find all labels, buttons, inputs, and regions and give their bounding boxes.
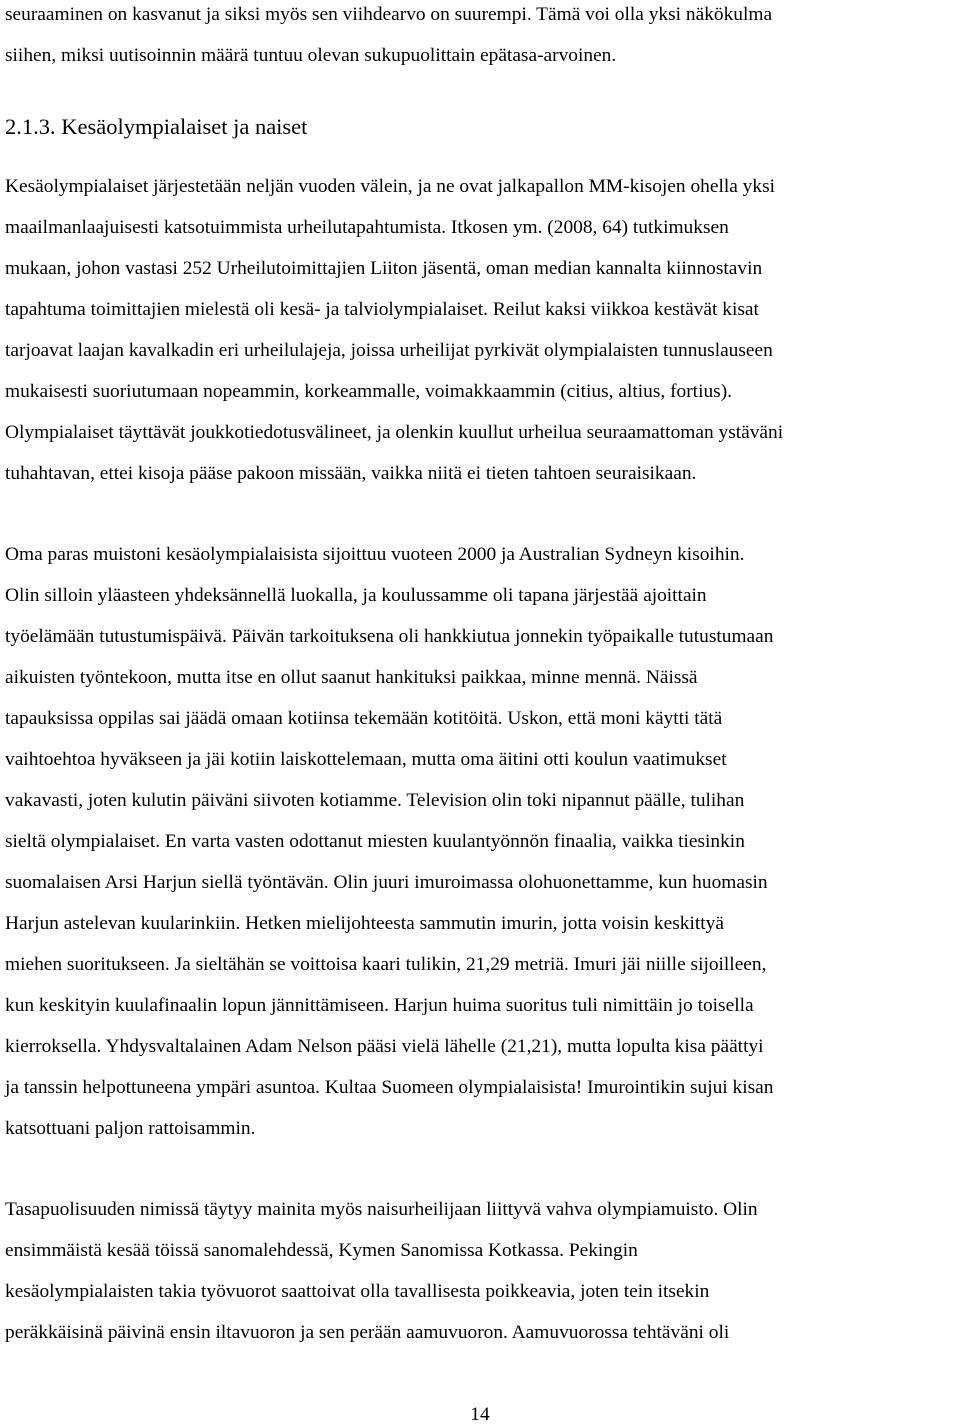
text-line: mukaisesti suoriutumaan nopeammin, korkeammalle, voimakkaammin (citius, altius, fortius). [5, 381, 732, 402]
text-line: vaihtoehtoa hyväkseen ja jäi kotiin laiskottelemaan, mutta oma äitini otti koulun vaatimukset [5, 749, 727, 770]
text-line: työelämään tutustumispäivä. Päivän tarkoituksena oli hankkiutua jonnekin työpaikalle tutustumaan [5, 626, 774, 647]
text-line: kesäolympialaisten takia työvuorot saattoivat olla tavallisesta poikkeavia, joten tein itsekin [5, 1281, 710, 1302]
text-line: tarjoavat laajan kavalkadin eri urheilulajeja, joissa urheilijat pyrkivät olympialaisten tunnuslauseen [5, 340, 773, 361]
text-line: ensimmäistä kesää töissä sanomalehdessä, Kymen Sanomissa Kotkassa. Pekingin [5, 1240, 638, 1261]
text-line: ja tanssin helpottuneena ympäri asuntoa. Kultaa Suomeen olympialaisista! Imurointikin sujui kisan [5, 1077, 774, 1098]
text-line: Oma paras muistoni kesäolympialaisista sijoittuu vuoteen 2000 ja Australian Sydneyn kisoihin. [5, 544, 745, 565]
text-line: Kesäolympialaiset järjestetään neljän vuoden välein, ja ne ovat jalkapallon MM-kisojen ohella yksi [5, 176, 776, 197]
text-line: katsottuani paljon rattoisammin. [5, 1118, 256, 1139]
text-line: vakavasti, joten kulutin päiväni siivoten kotiamme. Television olin toki nipannut päälle, tulihan [5, 790, 745, 811]
text-line: Harjun astelevan kuularinkiin. Hetken mielijohteesta sammutin imurin, jotta voisin keskittyä [5, 913, 724, 934]
text-line: kun keskityin kuulafinaalin lopun jännittämiseen. Harjun huima suoritus tuli nimittäin jo toisella [5, 995, 754, 1016]
text-line: seuraaminen on kasvanut ja siksi myös sen viihdearvo on suurempi. Tämä voi olla yksi näkökulma [5, 4, 773, 25]
text-line: tuhahtavan, ettei kisoja pääse pakoon missään, vaikka niitä ei tieten tahtoen seuraisikaan. [5, 463, 697, 484]
text-line: Olin silloin yläasteen yhdeksännellä luokalla, ja koulussamme oli tapana järjestää ajoittain [5, 585, 707, 606]
text-line: siihen, miksi uutisoinnin määrä tuntuu olevan sukupuolittain epätasa-arvoinen. [5, 45, 617, 66]
text-line: aikuisten työntekoon, mutta itse en ollut saanut hankituksi paikkaa, minne mennä. Näissä [5, 667, 698, 688]
page-number: 14 [470, 1404, 490, 1425]
text-line: mukaan, johon vastasi 252 Urheilutoimittajien Liiton jäsentä, oman median kannalta kiinnostavin [5, 258, 763, 279]
text-line: tapauksissa oppilas sai jäädä omaan kotiinsa tekemään kotitöitä. Uskon, että moni käytti tätä [5, 708, 723, 729]
text-line: maailmanlaajuisesti katsotuimmista urheilutapahtumista. Itkosen ym. (2008, 64) tutkimuksen [5, 217, 729, 238]
text-line: tapahtuma toimittajien mielestä oli kesä- ja talviolympialaiset. Reilut kaksi viikkoa kestävät kisat [5, 299, 759, 320]
section-heading: 2.1.3. Kesäolympialaiset ja naiset [5, 114, 308, 139]
text-line: suomalaisen Arsi Harjun siellä työntävän. Olin juuri imuroimassa olohuonettamme, kun huomasin [5, 872, 768, 893]
text-line: kierroksella. Yhdysvaltalainen Adam Nelson pääsi vielä lähelle (21,21), mutta lopulta kisa päättyi [5, 1036, 764, 1057]
text-line: Tasapuolisuuden nimissä täytyy mainita myös naisurheilijaan liittyvä vahva olympiamuisto. Olin [5, 1199, 758, 1220]
text-line: sieltä olympialaiset. En varta vasten odottanut miesten kuulantyönnön finaalia, vaikka tiesinkin [5, 831, 745, 852]
text-line: peräkkäisinä päivinä ensin iltavuoron ja sen perään aamuvuoron. Aamuvuorossa tehtäväni oli [5, 1322, 730, 1343]
text-line: Olympialaiset täyttävät joukkotiedotusvälineet, ja olenkin kuullut urheilua seuraamattoman ystäväni [5, 422, 784, 443]
text-line: miehen suoritukseen. Ja sieltähän se voittoisa kaari tulikin, 21,29 metriä. Imuri jäi niille sijoilleen, [5, 954, 767, 975]
